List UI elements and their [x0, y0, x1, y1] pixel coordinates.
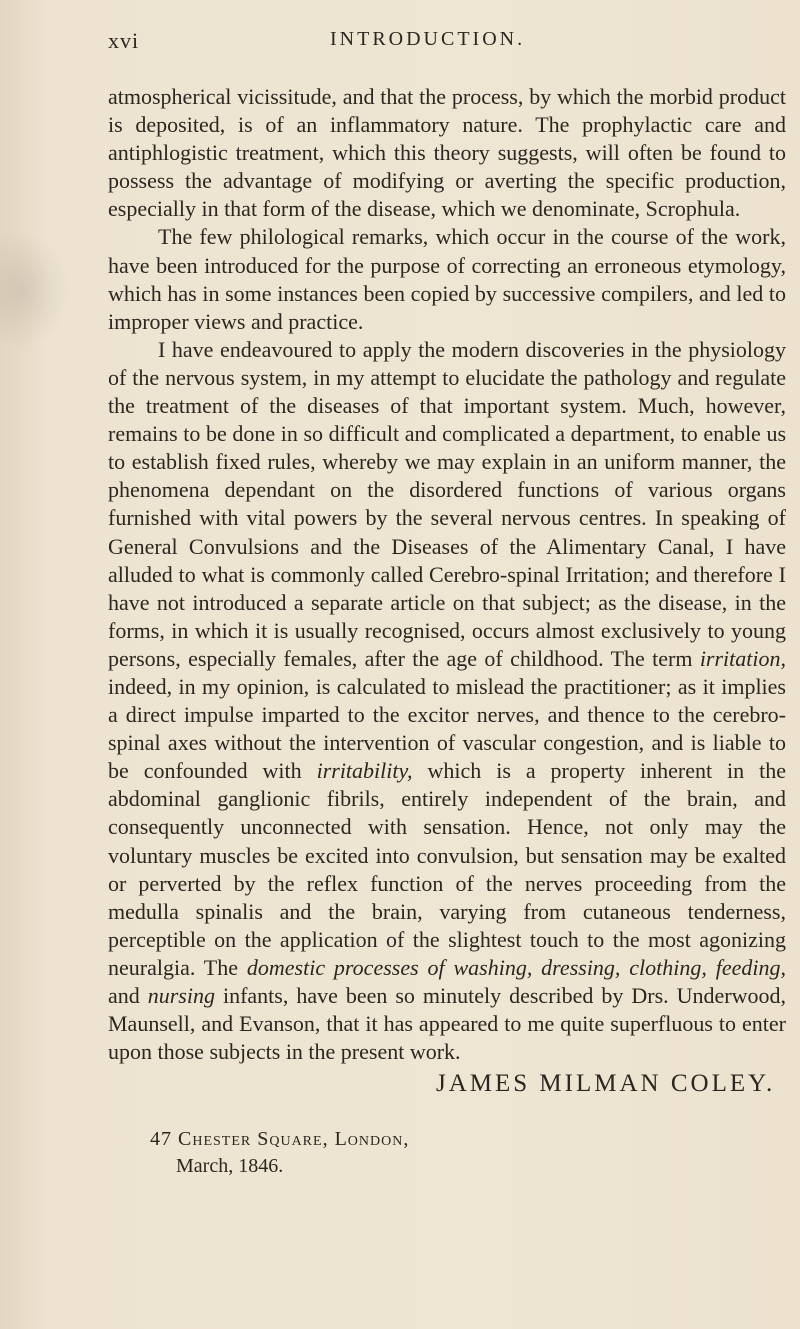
paragraph-2: The few philological remarks, which occur in the course of the work, have been introduced for the purpose of correcting an erroneous etymology, which has in some instances been copied by successive compilers, and led to improper views and practice. [108, 224, 786, 334]
page-stain [0, 230, 70, 350]
paragraph-3-text-b5: infants, have been so minutely described by Drs. Underwood, Maunsell, and Evanson, that it has appeared to me quite superfluous to enter upon those subjects in the present work. [108, 983, 786, 1065]
term-irritability: irritability, [316, 758, 413, 784]
term-domestic-processes: domestic processes of washing, dressing, clothing, feeding, [246, 954, 786, 980]
page-number: xvi [108, 28, 140, 53]
paragraph-1: atmospherical vicissitude, and that the process, by which the morbid product is deposited, is of an inflammatory nature. The prophylactic care and antiphlogistic treatment, which this theory suggests, will often be found to possess the advantage of modifying or averting the specific production, especially in that form of the disease, which we denominate, Scrophula. [108, 84, 786, 222]
author-address: 47 Chester Square, London, [150, 1128, 410, 1150]
paragraph-3 [108, 336, 786, 1066]
paragraph-3-text-b4: and [108, 983, 148, 1008]
page-header [108, 28, 788, 56]
term-nursing: nursing [147, 983, 215, 1008]
paragraph-3-text-b2: indeed, in my opinion, is calculated to mislead the practitioner; as it implies a direct impulse imparted to the excitor nerves, and thence to the cerebro-spinal axes without the intervention of vascular congestion, and is liable to be confounded with [108, 673, 786, 784]
paragraph-3-text-b3: which is a property inherent in the abdominal ganglionic fibrils, entirely independent of the brain, and consequently unconnected with sensation. Hence, not only may the voluntary muscles be excited into convulsion, but sensation may be exalted or perverted by the reflex function of the nerves proceeding from the medulla spinalis and the brain, varying from cutaneous tenderness, perceptible on the application of the slightest touch to the most agonizing neuralgia. The [108, 758, 786, 980]
paragraph-3-text-b1: The term [603, 645, 700, 671]
running-head: INTRODUCTION. [330, 28, 526, 50]
term-irritation: irritation, [699, 645, 786, 671]
body-text [108, 83, 786, 1066]
paragraph-3-text: I have endeavoured to apply the modern discoveries in the physiology of the nervous system, in my attempt to elucidate the pathology and regulate the treatment of the diseases of that important system. Much, however, remains to be done in so difficult and complicated a department, to enable us to establish fixed rules, whereby we may explain in an uniform manner, the phenomena dependant on the disordered functions of various organs furnished with vital powers by the several nervous centres. In speaking of General Convulsions and the Diseases of the Alimentary Canal, I have alluded to what is commonly called Cerebro-spinal Irritation; and therefore I have not introduced a separate article on that subject; as the disease, in the forms, in which it is usually recognised, occurs almost exclusively to young persons, especially females, after the age of childhood. [108, 336, 786, 671]
author-signature: JAMES MILMAN COLEY. [436, 1070, 776, 1097]
date-line: March, 1846. [176, 1155, 284, 1177]
